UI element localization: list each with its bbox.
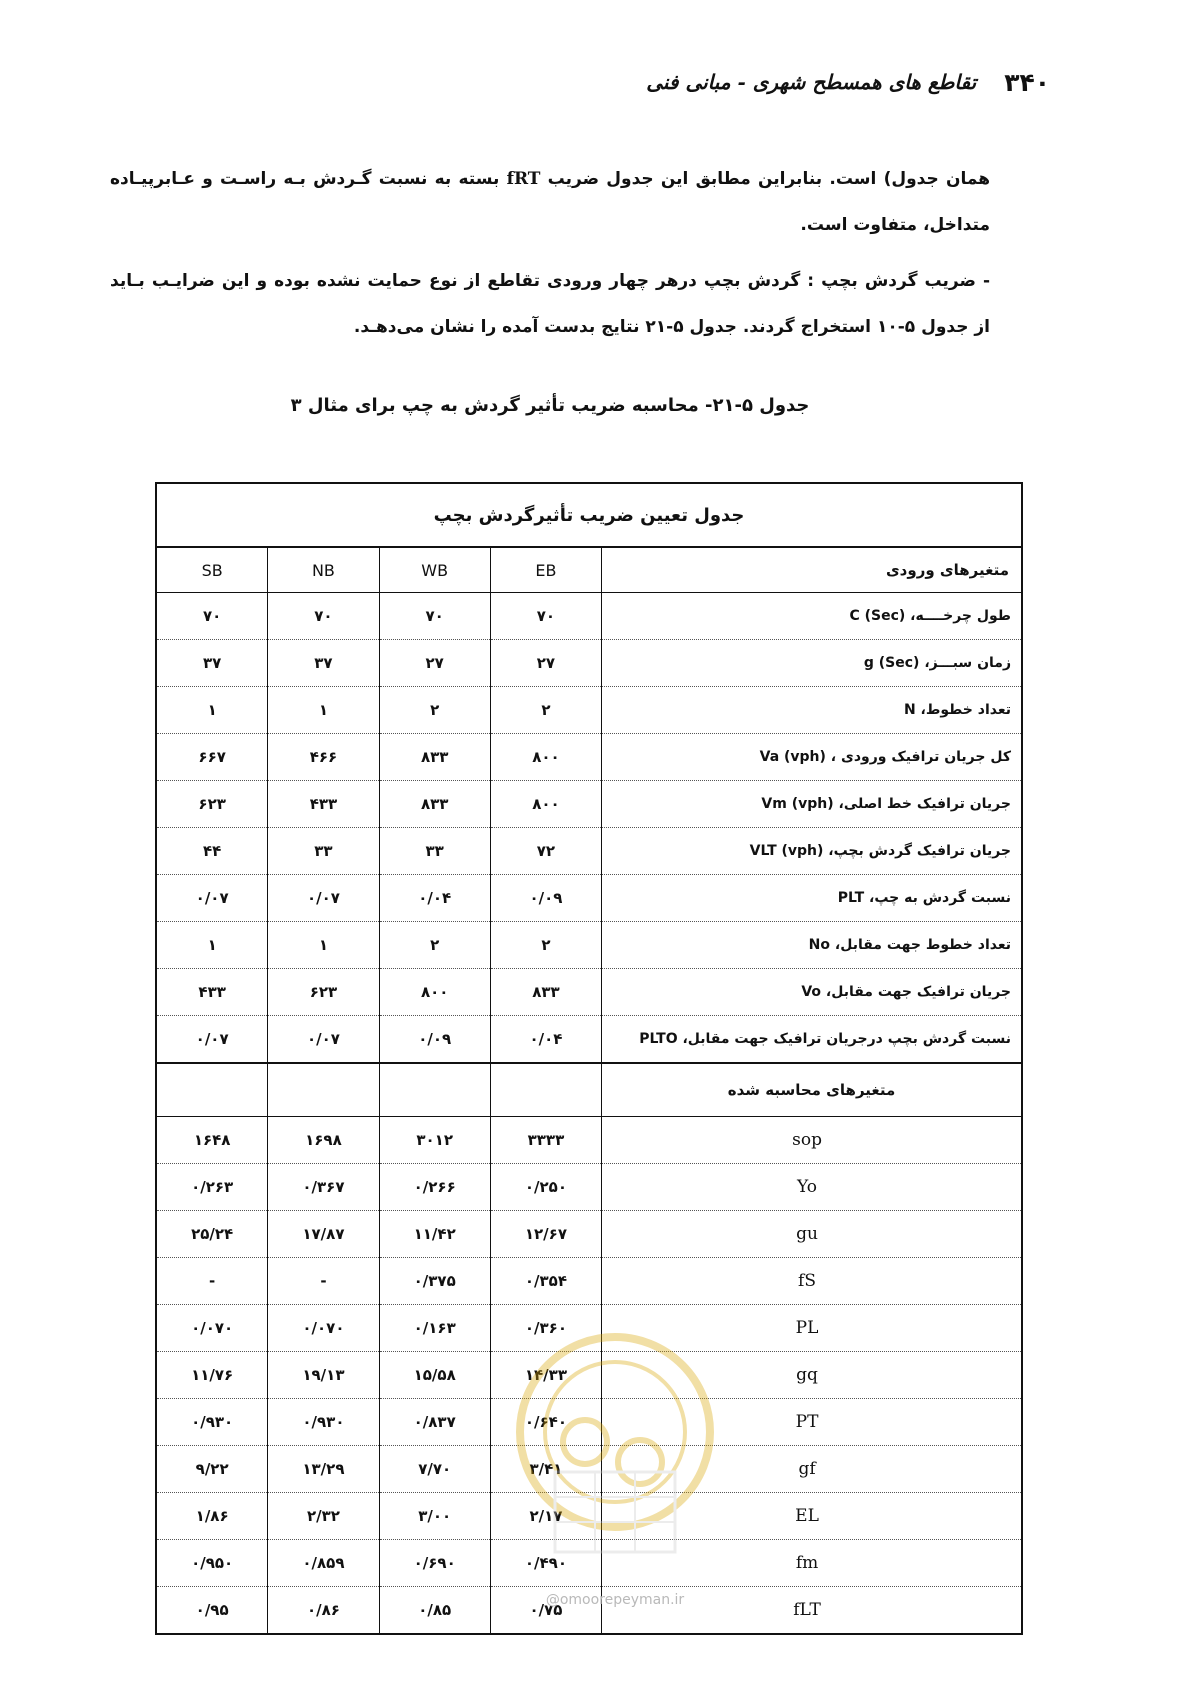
cell-sb: ۰/۰۷ <box>156 1016 268 1064</box>
publisher-stamp-watermark <box>500 1322 730 1572</box>
cell-sb: ۶۶۷ <box>156 734 268 781</box>
table-row <box>156 640 1022 687</box>
row-symbol: gu <box>602 1211 1022 1258</box>
paragraph-1-part2: بسته به نسبت گـردش بـه راسـت و عـابرپیـاده متداخل، متفاوت است. <box>110 169 990 235</box>
column-header-eb: EB <box>490 547 601 593</box>
column-header-sb: SB <box>156 547 268 593</box>
row-label: طول چرخــــه، C (Sec) <box>602 593 1022 640</box>
cell-sb: ۱۶۴۸ <box>156 1117 268 1164</box>
cell-nb: ۰/۰۷ <box>268 875 379 922</box>
table-row <box>156 734 1022 781</box>
row-symbol: fLT <box>602 1587 1022 1635</box>
cell-eb: ۰/۰۴ <box>490 1016 601 1064</box>
cell-wb: ۰/۰۴ <box>379 875 490 922</box>
cell-nb: ۴۳۳ <box>268 781 379 828</box>
cell-wb: ۲ <box>379 922 490 969</box>
cell-sb: ۴۳۳ <box>156 969 268 1016</box>
row-symbol: PT <box>602 1399 1022 1446</box>
cell-eb: ۰/۷۵ <box>490 1587 601 1635</box>
cell-nb: ۳۳ <box>268 828 379 875</box>
cell-eb: ۷۲ <box>490 828 601 875</box>
row-label: جریان ترافیک گردش بچپ، VLT (vph) <box>602 828 1022 875</box>
cell-eb: ۲ <box>490 687 601 734</box>
cell-sb: ۰/۹۵ <box>195 1601 229 1619</box>
row-label: نسبت گردش به چپ، PLT <box>602 875 1022 922</box>
cell-sb: ۰/۹۳۰ <box>156 1399 268 1446</box>
row-label: جریان ترافیک خط اصلی، Vm (vph) <box>602 781 1022 828</box>
cell-eb: ۸۳۳ <box>490 969 601 1016</box>
watermark-url: @omoorepeyman.ir <box>545 1592 685 1608</box>
row-symbol: gf <box>602 1446 1022 1493</box>
cell-eb: ۱۲/۶۷ <box>490 1211 601 1258</box>
cell-wb: ۸۳۳ <box>379 781 490 828</box>
cell-eb: ۲۷ <box>490 640 601 687</box>
cell-wb: ۳/۰۰ <box>379 1493 490 1540</box>
paragraph-1-part1: همان جدول) است. بنابراین مطابق این جدول ضریب <box>547 169 991 189</box>
row-label: تعداد خطوط جهت مقابل، No <box>602 922 1022 969</box>
row-label: جریان ترافیک جهت مقابل، Vo <box>602 969 1022 1016</box>
cell-wb: ۷/۷۰ <box>379 1446 490 1493</box>
cell-nb: ۷۰ <box>268 593 379 640</box>
empty-cell <box>379 1063 490 1117</box>
cell-sb: ۱ <box>156 687 268 734</box>
table-row <box>156 1164 1022 1211</box>
table-row <box>156 593 1022 640</box>
table-row <box>156 1016 1022 1064</box>
page-number: ۳۴۰ <box>1004 67 1050 97</box>
cell-eb: ۸۰۰ <box>490 781 601 828</box>
header-input-variables: متغیرهای ورودی <box>602 547 1022 593</box>
table-row <box>156 922 1022 969</box>
row-symbol: sop <box>602 1117 1022 1164</box>
cell-eb: ۰/۰۹ <box>490 875 601 922</box>
cell-eb: ۳/۴۱ <box>490 1446 601 1493</box>
cell-wb: ۰/۰۹ <box>379 1016 490 1064</box>
table-row <box>156 1211 1022 1258</box>
table-row <box>156 828 1022 875</box>
table-row <box>156 781 1022 828</box>
computed-variables-header-row <box>156 1063 1022 1117</box>
cell-sb: ۰/۹۵۰ <box>156 1540 268 1587</box>
table-row <box>156 687 1022 734</box>
cell-nb: ۰/۹۳۰ <box>268 1399 379 1446</box>
cell-nb: ۱۶۹۸ <box>268 1117 379 1164</box>
cell-nb: ۰/۸۶ <box>268 1587 379 1635</box>
cell-wb: ۰/۶۹۰ <box>379 1540 490 1587</box>
table-caption: جدول ۵-۲۱- محاسبه ضریب تأثیر گردش به چپ برای مثال ۳ <box>290 395 810 416</box>
row-symbol: Yo <box>602 1164 1022 1211</box>
table-header-row <box>156 547 1022 593</box>
cell-wb: ۰/۳۷۵ <box>379 1258 490 1305</box>
cell-wb: ۲۷ <box>379 640 490 687</box>
table-title-row <box>156 483 1022 547</box>
cell-sb: ۰/۰۷۰ <box>156 1305 268 1352</box>
empty-cell <box>156 1063 268 1117</box>
computed-variables-label: متغیرهای محاسبه شده <box>602 1063 1022 1117</box>
running-header <box>600 62 1050 102</box>
empty-cell <box>268 1063 379 1117</box>
cell-nb: - <box>268 1258 379 1305</box>
cell-eb: ۰/۴۹۰ <box>490 1540 601 1587</box>
cell-sb: ۴۴ <box>156 828 268 875</box>
cell-eb: ۷۰ <box>490 593 601 640</box>
paragraph-2: - ضریب گردش بچپ : گردش بچپ درهر چهار ورودی تقاطع از نوع حمایت نشده بوده و این ضرایـب بـاید از جدول ۵-۱۰ استخراج گردند. جدول ۵-۲۱ نتایج بدست آمده را نشان می‌دهـد. <box>110 271 990 337</box>
row-symbol: PL <box>602 1305 1022 1352</box>
cell-eb: ۲/۱۷ <box>490 1493 601 1540</box>
cell-nb: ۱۳/۲۹ <box>268 1446 379 1493</box>
empty-cell <box>490 1063 601 1117</box>
row-label: تعداد خطوط، N <box>602 687 1022 734</box>
cell-wb: ۰/۱۶۳ <box>379 1305 490 1352</box>
cell-wb: ۸۳۳ <box>379 734 490 781</box>
cell-wb: ۷۰ <box>379 593 490 640</box>
cell-nb: ۱۹/۱۳ <box>268 1352 379 1399</box>
table-row <box>156 875 1022 922</box>
row-label: کل جریان ترافیک ورودی ، Va (vph) <box>602 734 1022 781</box>
cell-eb: ۰/۲۵۰ <box>490 1164 601 1211</box>
cell-nb: ۰/۸۵۹ <box>268 1540 379 1587</box>
cell-sb: - <box>156 1258 268 1305</box>
cell-eb: ۳۳۳۳ <box>490 1117 601 1164</box>
cell-eb: ۰/۳۵۴ <box>490 1258 601 1305</box>
cell-nb: ۱ <box>268 922 379 969</box>
paragraph-1 <box>110 156 990 248</box>
cell-eb: ۰/۳۶۰ <box>490 1305 601 1352</box>
cell-eb: ۱۴/۳۳ <box>490 1352 601 1399</box>
column-header-wb: WB <box>379 547 490 593</box>
row-symbol: fS <box>602 1258 1022 1305</box>
cell-nb: ۴۶۶ <box>268 734 379 781</box>
cell-nb: ۱۷/۸۷ <box>268 1211 379 1258</box>
cell-sb: ۳۷ <box>156 640 268 687</box>
cell-sb: ۱۱/۷۶ <box>156 1352 268 1399</box>
table-row <box>156 969 1022 1016</box>
row-symbol: fm <box>602 1540 1022 1587</box>
cell-sb: ۲۵/۲۴ <box>156 1211 268 1258</box>
cell-wb: ۰/۸۳۷ <box>379 1399 490 1446</box>
cell-sb: ۹/۲۲ <box>156 1446 268 1493</box>
cell-sb: ۰/۲۶۳ <box>156 1164 268 1211</box>
cell-wb: ۳۰۱۲ <box>379 1117 490 1164</box>
running-title: تقاطع های همسطح شهری - مبانی فنی <box>646 70 977 94</box>
cell-wb: ۱۵/۵۸ <box>379 1352 490 1399</box>
table-row <box>156 1258 1022 1305</box>
cell-nb: ۱ <box>268 687 379 734</box>
cell-nb: ۰/۳۶۷ <box>268 1164 379 1211</box>
row-label: نسبت گردش بچپ درجریان ترافیک جهت مقابل، PLTO <box>602 1016 1022 1064</box>
cell-wb: ۰/۲۶۶ <box>379 1164 490 1211</box>
cell-sb: ۶۲۳ <box>156 781 268 828</box>
cell-wb: ۱۱/۴۲ <box>379 1211 490 1258</box>
cell-wb: ۳۳ <box>379 828 490 875</box>
table-row <box>156 1117 1022 1164</box>
cell-eb: ۲ <box>490 922 601 969</box>
cell-nb: ۶۲۳ <box>268 969 379 1016</box>
row-symbol: EL <box>602 1493 1022 1540</box>
frt-symbol: fRT <box>506 169 541 189</box>
cell-sb: ۱ <box>156 922 268 969</box>
cell-nb: ۰/۰۷۰ <box>268 1305 379 1352</box>
cell-nb: ۲/۳۲ <box>268 1493 379 1540</box>
table-title: جدول تعیین ضریب تأثیرگردش بچپ <box>156 483 1022 547</box>
cell-sb: ۱/۸۶ <box>156 1493 268 1540</box>
cell-nb: ۳۷ <box>268 640 379 687</box>
cell-sb: ۰/۰۷ <box>156 875 268 922</box>
cell-eb: ۰/۶۴۰ <box>490 1399 601 1446</box>
row-symbol: gq <box>602 1352 1022 1399</box>
cell-nb: ۰/۰۷ <box>268 1016 379 1064</box>
cell-wb: ۲ <box>379 687 490 734</box>
cell-wb: ۰/۸۵ <box>379 1587 490 1635</box>
row-label: زمان سبـــز، g (Sec) <box>602 640 1022 687</box>
column-header-nb: NB <box>268 547 379 593</box>
cell-sb: ۷۰ <box>156 593 268 640</box>
cell-eb: ۸۰۰ <box>490 734 601 781</box>
cell-wb: ۸۰۰ <box>379 969 490 1016</box>
